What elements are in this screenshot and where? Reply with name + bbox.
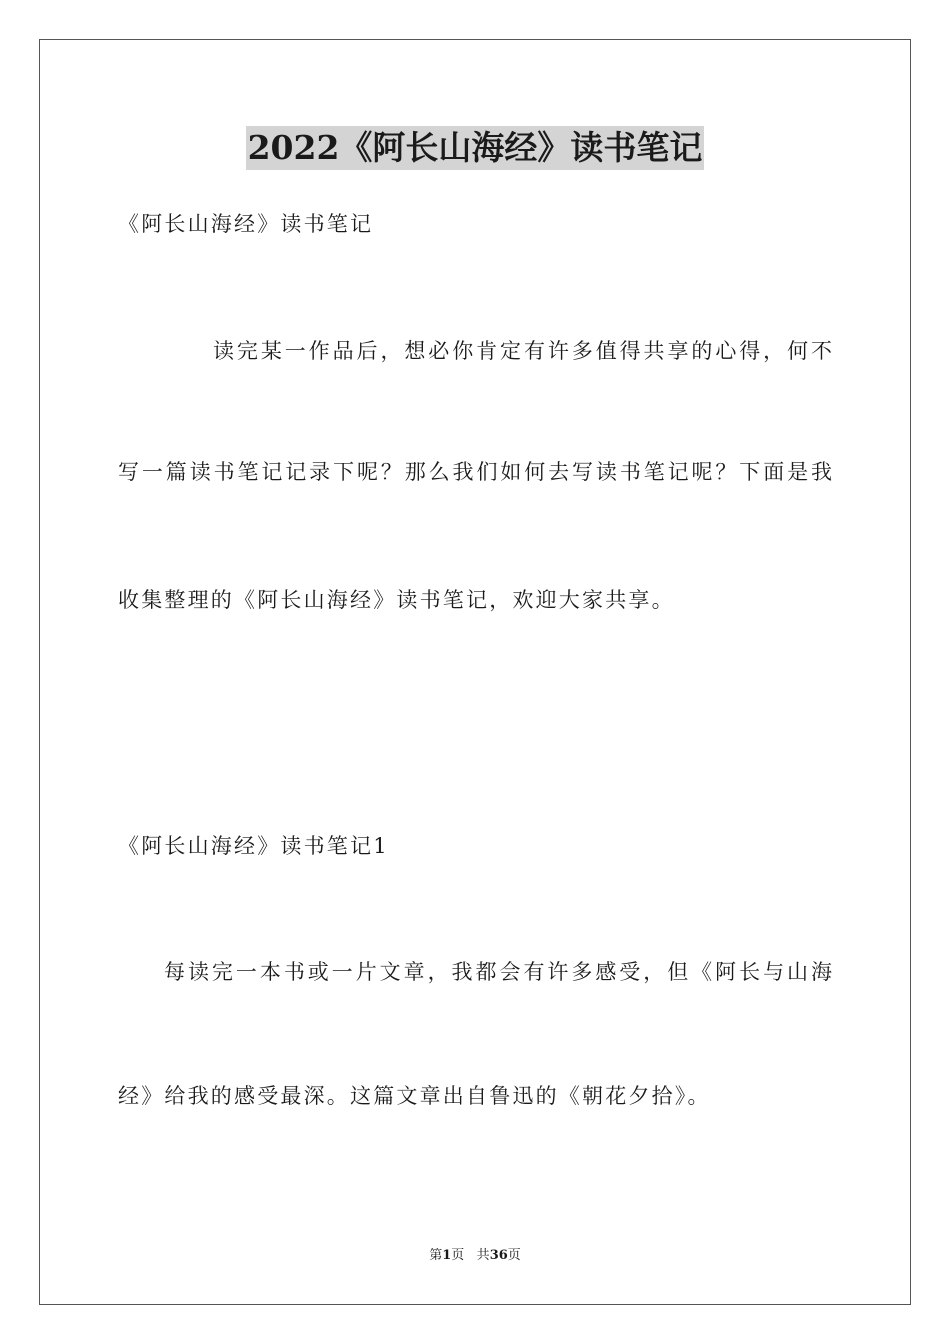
section-line-2: 经》给我的感受最深。这篇文章出自鲁迅的《朝花夕拾》。 <box>118 1084 711 1108</box>
footer-total-prefix: 共 <box>476 1248 490 1263</box>
intro-line-3: 收集整理的《阿长山海经》读书笔记，欢迎大家共享。 <box>118 588 675 612</box>
footer-total-pages: 36 <box>489 1248 508 1263</box>
document-title: 2022《阿长山海经》读书笔记 <box>246 126 705 170</box>
footer-page-number: 1 <box>442 1248 452 1263</box>
section-line-1: 每读完一本书或一片文章，我都会有许多感受，但《阿长与山海 <box>164 960 832 984</box>
section-heading: 《阿长山海经》读书笔记1 <box>118 834 389 858</box>
title-container <box>0 126 950 170</box>
page-footer <box>0 1247 950 1265</box>
intro-line-2: 写一篇读书笔记记录下呢？那么我们如何去写读书笔记呢？下面是我 <box>118 460 832 484</box>
footer-total-unit: 页 <box>507 1248 521 1263</box>
footer-page-unit: 页 <box>451 1248 465 1263</box>
document-subtitle: 《阿长山海经》读书笔记 <box>118 212 374 236</box>
intro-line-1: 读完某一作品后，想必你肯定有许多值得共享的心得，何不 <box>213 339 832 363</box>
footer-page-prefix: 第 <box>429 1248 443 1263</box>
